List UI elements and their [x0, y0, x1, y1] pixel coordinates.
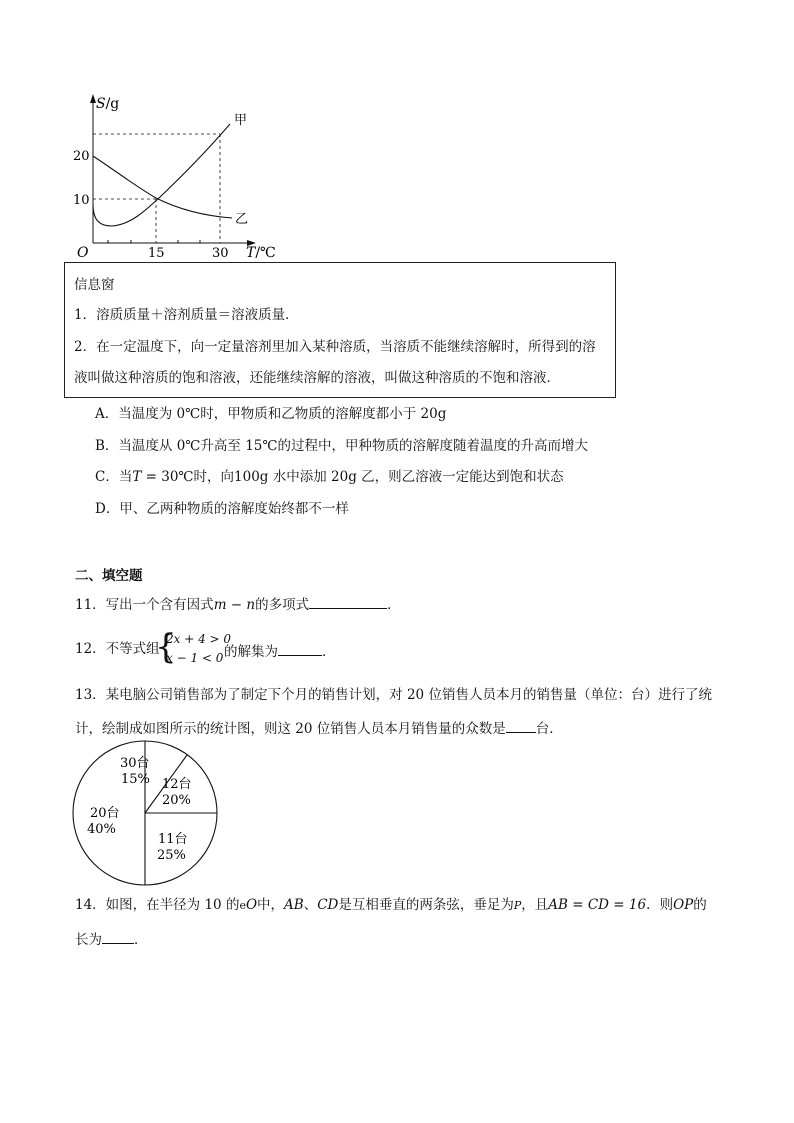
question-12-suffix: 的解集为 ．: [224, 644, 336, 660]
slice-30-percent: 15%: [121, 772, 150, 787]
question-14-line2: 长为 ．: [75, 932, 148, 948]
info-box-title: 信息窗: [74, 277, 115, 293]
slice-20-label: 20台: [90, 806, 120, 821]
answer-blank[interactable]: [278, 643, 322, 656]
slice-12-label: 12台: [162, 777, 192, 792]
slice-11-percent: 25%: [157, 848, 186, 863]
question-14-line1: 14．如图，在半径为 10 的eO中，AB、CD是互相垂直的两条弦，垂足为P，且AB = CD = 16．则OP的: [75, 897, 707, 913]
x-tick-15: 15: [148, 246, 165, 261]
brace-icon: {: [155, 627, 177, 667]
answer-blank[interactable]: [506, 720, 536, 733]
question-12-prefix: 12．不等式组: [75, 641, 160, 657]
answer-blank[interactable]: [102, 931, 134, 944]
section-title: 二、填空题: [75, 568, 143, 584]
slice-20-percent: 40%: [87, 822, 116, 837]
slice-30-label: 30台: [120, 756, 150, 771]
info-box-line2a: 2．在一定温度下，向一定量溶剂里加入某种溶质，当溶质不能继续溶解时，所得到的溶: [74, 339, 596, 355]
origin-label: O: [77, 245, 89, 261]
circle-symbol: e: [239, 899, 246, 912]
solubility-graph: [60, 86, 290, 264]
y-axis-label: S/g: [96, 96, 120, 112]
inequality-2: x − 1 < 0: [166, 651, 224, 665]
x-tick-30: 30: [212, 246, 229, 261]
x-axis-label: T/℃: [246, 245, 276, 261]
info-box: [64, 262, 616, 398]
slice-12-percent: 20%: [162, 793, 191, 808]
option-d: D．甲、乙两种物质的溶解度始终都不一样: [95, 501, 349, 517]
answer-blank[interactable]: [309, 596, 387, 609]
curve-label-jia: 甲: [234, 113, 248, 128]
question-11: 11．写出一个含有因式m − n的多项式 ．: [75, 597, 401, 613]
option-b: B．当温度从 0℃升高至 15℃的过程中，甲种物质的溶解度随着温度的升高而增大: [95, 438, 588, 454]
pie-chart: [72, 740, 224, 892]
curve-yi: [93, 156, 232, 218]
option-c: C．当T = 30℃时，向100g 水中添加 20g 乙，则乙溶液一定能达到饱和状态: [95, 469, 564, 485]
option-a: A．当温度为 0℃时，甲物质和乙物质的溶解度都小于 20g: [95, 406, 447, 422]
question-13-line2: 计，绘制成如图所示的统计图，则这 20 位销售人员本月销售量的众数是 台．: [75, 721, 563, 737]
curve-jia: [93, 124, 230, 226]
y-tick-10: 10: [73, 193, 90, 208]
info-box-line2b: 液叫做这种溶质的饱和溶液，还能继续溶解的溶液，叫做这种溶质的不饱和溶液．: [74, 370, 560, 386]
info-box-line1: 1．溶质质量＋溶剂质量＝溶液质量．: [74, 307, 299, 323]
curve-label-yi: 乙: [235, 212, 249, 227]
slice-11-label: 11台: [158, 832, 188, 847]
question-13-line1: 13．某电脑公司销售部为了制定下个月的销售计划，对 20 位销售人员本月的销售量（单位：台）进行了统: [75, 687, 712, 703]
inequality-1: 2x + 4 > 0: [166, 632, 232, 646]
y-tick-20: 20: [73, 149, 90, 164]
